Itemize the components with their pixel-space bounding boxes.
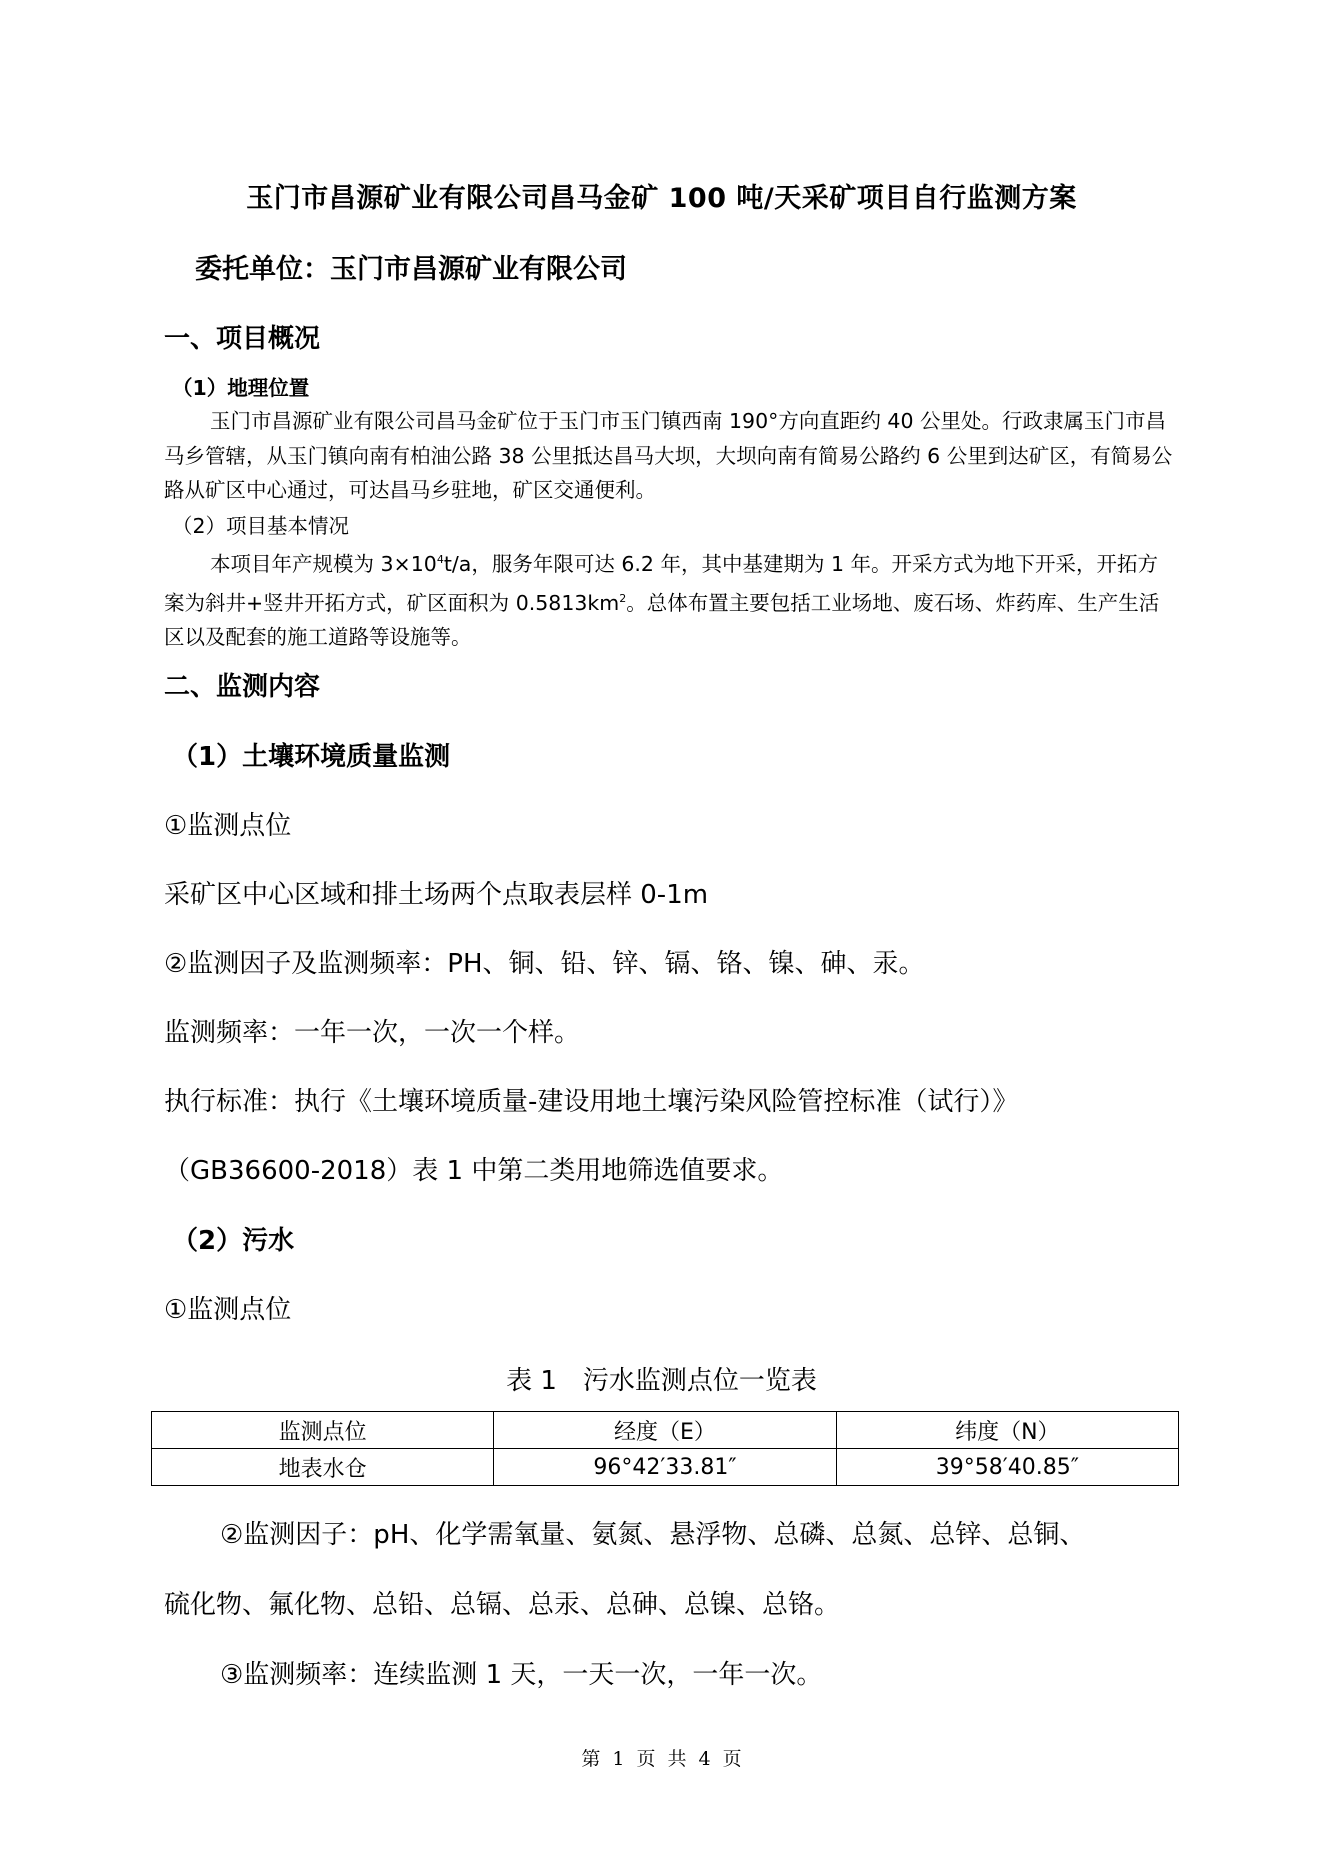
section1-heading: 一、项目概况: [164, 324, 321, 354]
table-header-row: [152, 1412, 1179, 1449]
soil-points-label: ①监测点位: [164, 811, 292, 841]
soil-standard-line2: （GB36600-2018）表 1 中第二类用地筛选值要求。: [164, 1156, 784, 1186]
table-cell: 39°58′40.85″: [836, 1449, 1178, 1486]
soil-points-text: 采矿区中心区域和排土场两个点取表层样 0-1m: [164, 880, 709, 910]
section2-heading: 二、监测内容: [164, 672, 321, 702]
document-title: 玉门市昌源矿业有限公司昌马金矿 100 吨/天采矿项目自行监测方案: [246, 183, 1077, 214]
water-factors-line2: 硫化物、氟化物、总铅、总镉、总汞、总砷、总镍、总铬。: [164, 1590, 841, 1620]
soil-factors: ②监测因子及监测频率：PH、铜、铅、锌、镉、铬、镍、砷、汞。: [164, 949, 925, 979]
table-header: 监测点位: [152, 1412, 494, 1449]
water-heading: （2）污水: [172, 1226, 295, 1256]
table-header: 纬度（N）: [836, 1412, 1178, 1449]
soil-heading: （1）土壤环境质量监测: [172, 742, 451, 772]
water-factors-line1: ②监测因子：pH、化学需氧量、氨氮、悬浮物、总磷、总氮、总锌、总铜、: [220, 1520, 1086, 1550]
soil-frequency: 监测频率：一年一次，一次一个样。: [164, 1018, 581, 1048]
table-cell: 96°42′33.81″: [494, 1449, 836, 1486]
water-points-label: ①监测点位: [164, 1295, 292, 1325]
table-cell: 地表水仓: [152, 1449, 494, 1486]
geo-location-paragraph: 玉门市昌源矿业有限公司昌马金矿位于玉门市玉门镇西南 190°方向直距约 40 公里处。行政隶属玉门市昌马乡管辖，从玉门镇向南有柏油公路 38 公里抵达昌马大坝，大坝向南有简易公路约 6 公里到达矿区，有简易公路从矿区中心通过，可达昌马乡驻地，矿区交通便利。: [164, 409, 1173, 502]
table-header: 经度（E）: [494, 1412, 836, 1449]
table-caption: 表 1 污水监测点位一览表: [506, 1366, 817, 1396]
project-basics-text: 本项目年产规模为 $3\times 10^4t/a$，服务年限可达 6.2 年，其中基建期为 1 年。开采方式为地下开采，开拓方案为斜井+竖井开拓方式，矿区面积为 $0.5813km^2$。总体布置主要包括工业场地、废石场、炸药库、生产生活区以及配套的施工道路等设施等。: [164, 552, 1160, 649]
geo-location-text: [164, 404, 1174, 508]
table-row: [152, 1449, 1179, 1486]
water-points-table: [151, 1411, 1179, 1486]
water-frequency: ③监测频率：连续监测 1 天，一天一次，一年一次。: [220, 1660, 823, 1690]
soil-standard-line1: 执行标准：执行《土壤环境质量-建设用地土壤污染风险管控标准（试行）》: [164, 1087, 1019, 1117]
client-line: 委托单位：玉门市昌源矿业有限公司: [195, 254, 627, 285]
page-number: 第 1 页 共 4 页: [581, 1748, 742, 1770]
geo-location-heading: （1）地理位置: [172, 376, 310, 400]
project-basics-heading: （2）项目基本情况: [172, 514, 350, 538]
